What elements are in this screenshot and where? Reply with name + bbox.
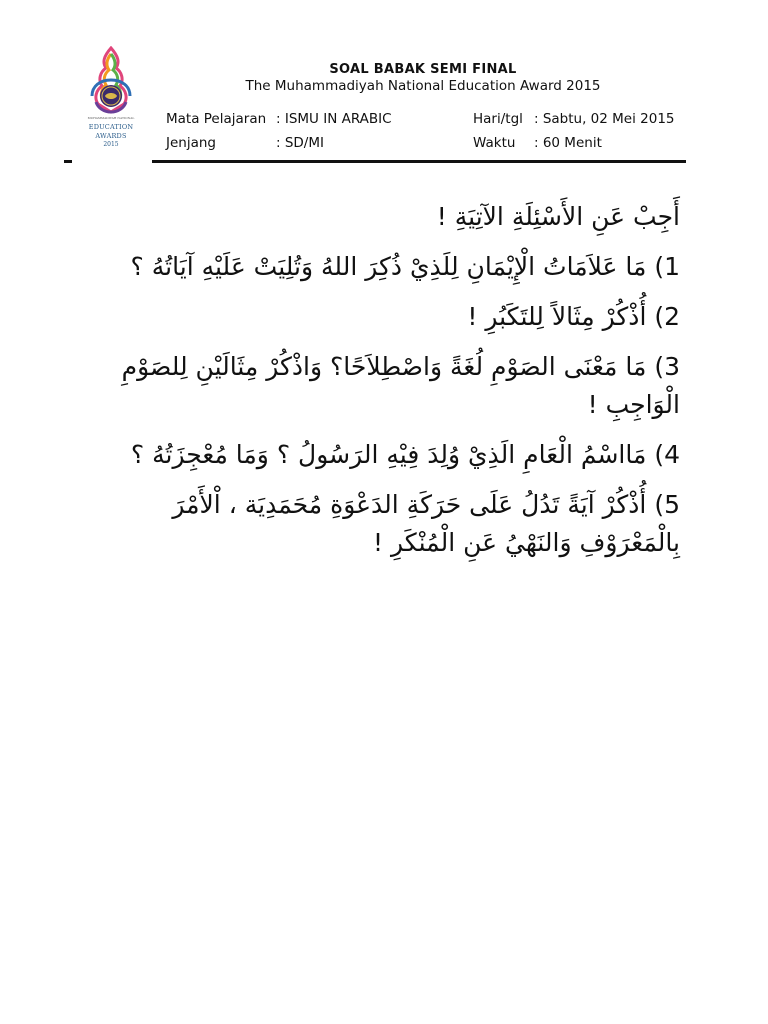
event-logo <box>78 46 144 164</box>
header-divider <box>152 160 686 163</box>
question-item: 5) أُذْكُرْ آيَةً تَدُلُ عَلَى حَرَكَةِ الدَعْوَةِ مُحَمَدِيَة ، اْلأَمْرَ بِالْمَعْرَوْفِ وَالنَهْيُ عَنِ الْمُنْكَرِ ! <box>172 490 680 557</box>
logo-emblem-icon <box>78 46 144 118</box>
level-label: Jenjang <box>166 135 216 151</box>
question-item: 1) مَا عَلاَمَاتُ الْإِيْمَانِ لِلَذِيْ ذُكِرَ اللهُ وَتُلِيَتْ عَلَيْهِ آيَاتُهُ ؟ <box>130 252 680 281</box>
subject-label: Mata Pelajaran <box>166 111 267 127</box>
logo-caption-line1: MUHAMMADIYAH NATIONAL <box>87 116 135 120</box>
logo-caption-line4: 2015 <box>103 141 119 148</box>
logo-caption-line2: EDUCATION <box>88 123 134 131</box>
date-label: Hari/tgl <box>473 111 523 127</box>
page-title: SOAL BABAK SEMI FINAL <box>329 62 517 77</box>
question-item: 4) مَااسْمُ الْعَامِ الَذِيْ وُلِدَ فِيْهِ الرَسُولُ ؟ وَمَا مُعْجِزَتُهُ ؟ <box>130 440 680 469</box>
question-item: 3) مَا مَعْنَى الصَوْمِ لُغَةً وَاصْطِلاَحًا؟ وَاذْكُرْ مِثَالَيْنِ لِلصَوْمِ الْوَاجِبِ ! <box>121 352 680 419</box>
time-value: : 60 Menit <box>534 135 602 151</box>
instruction: أَجِبْ عَنِ الأَسْئِلَةِ الآتِيَةِ ! <box>436 202 680 231</box>
date-value: : Sabtu, 02 Mei 2015 <box>534 111 675 127</box>
logo-caption-line3: AWARDS <box>95 132 127 140</box>
margin-mark <box>64 160 72 163</box>
time-label: Waktu <box>473 135 516 151</box>
question-item: 2) أُذْكُرْ مِثَالاً لِلتَكَبُرِ ! <box>467 302 680 331</box>
subject-value: : ISMU IN ARABIC <box>276 111 392 127</box>
level-value: : SD/MI <box>276 135 324 151</box>
page-subtitle: The Muhammadiyah National Education Award 2015 <box>245 78 601 94</box>
question-list <box>88 198 680 574</box>
